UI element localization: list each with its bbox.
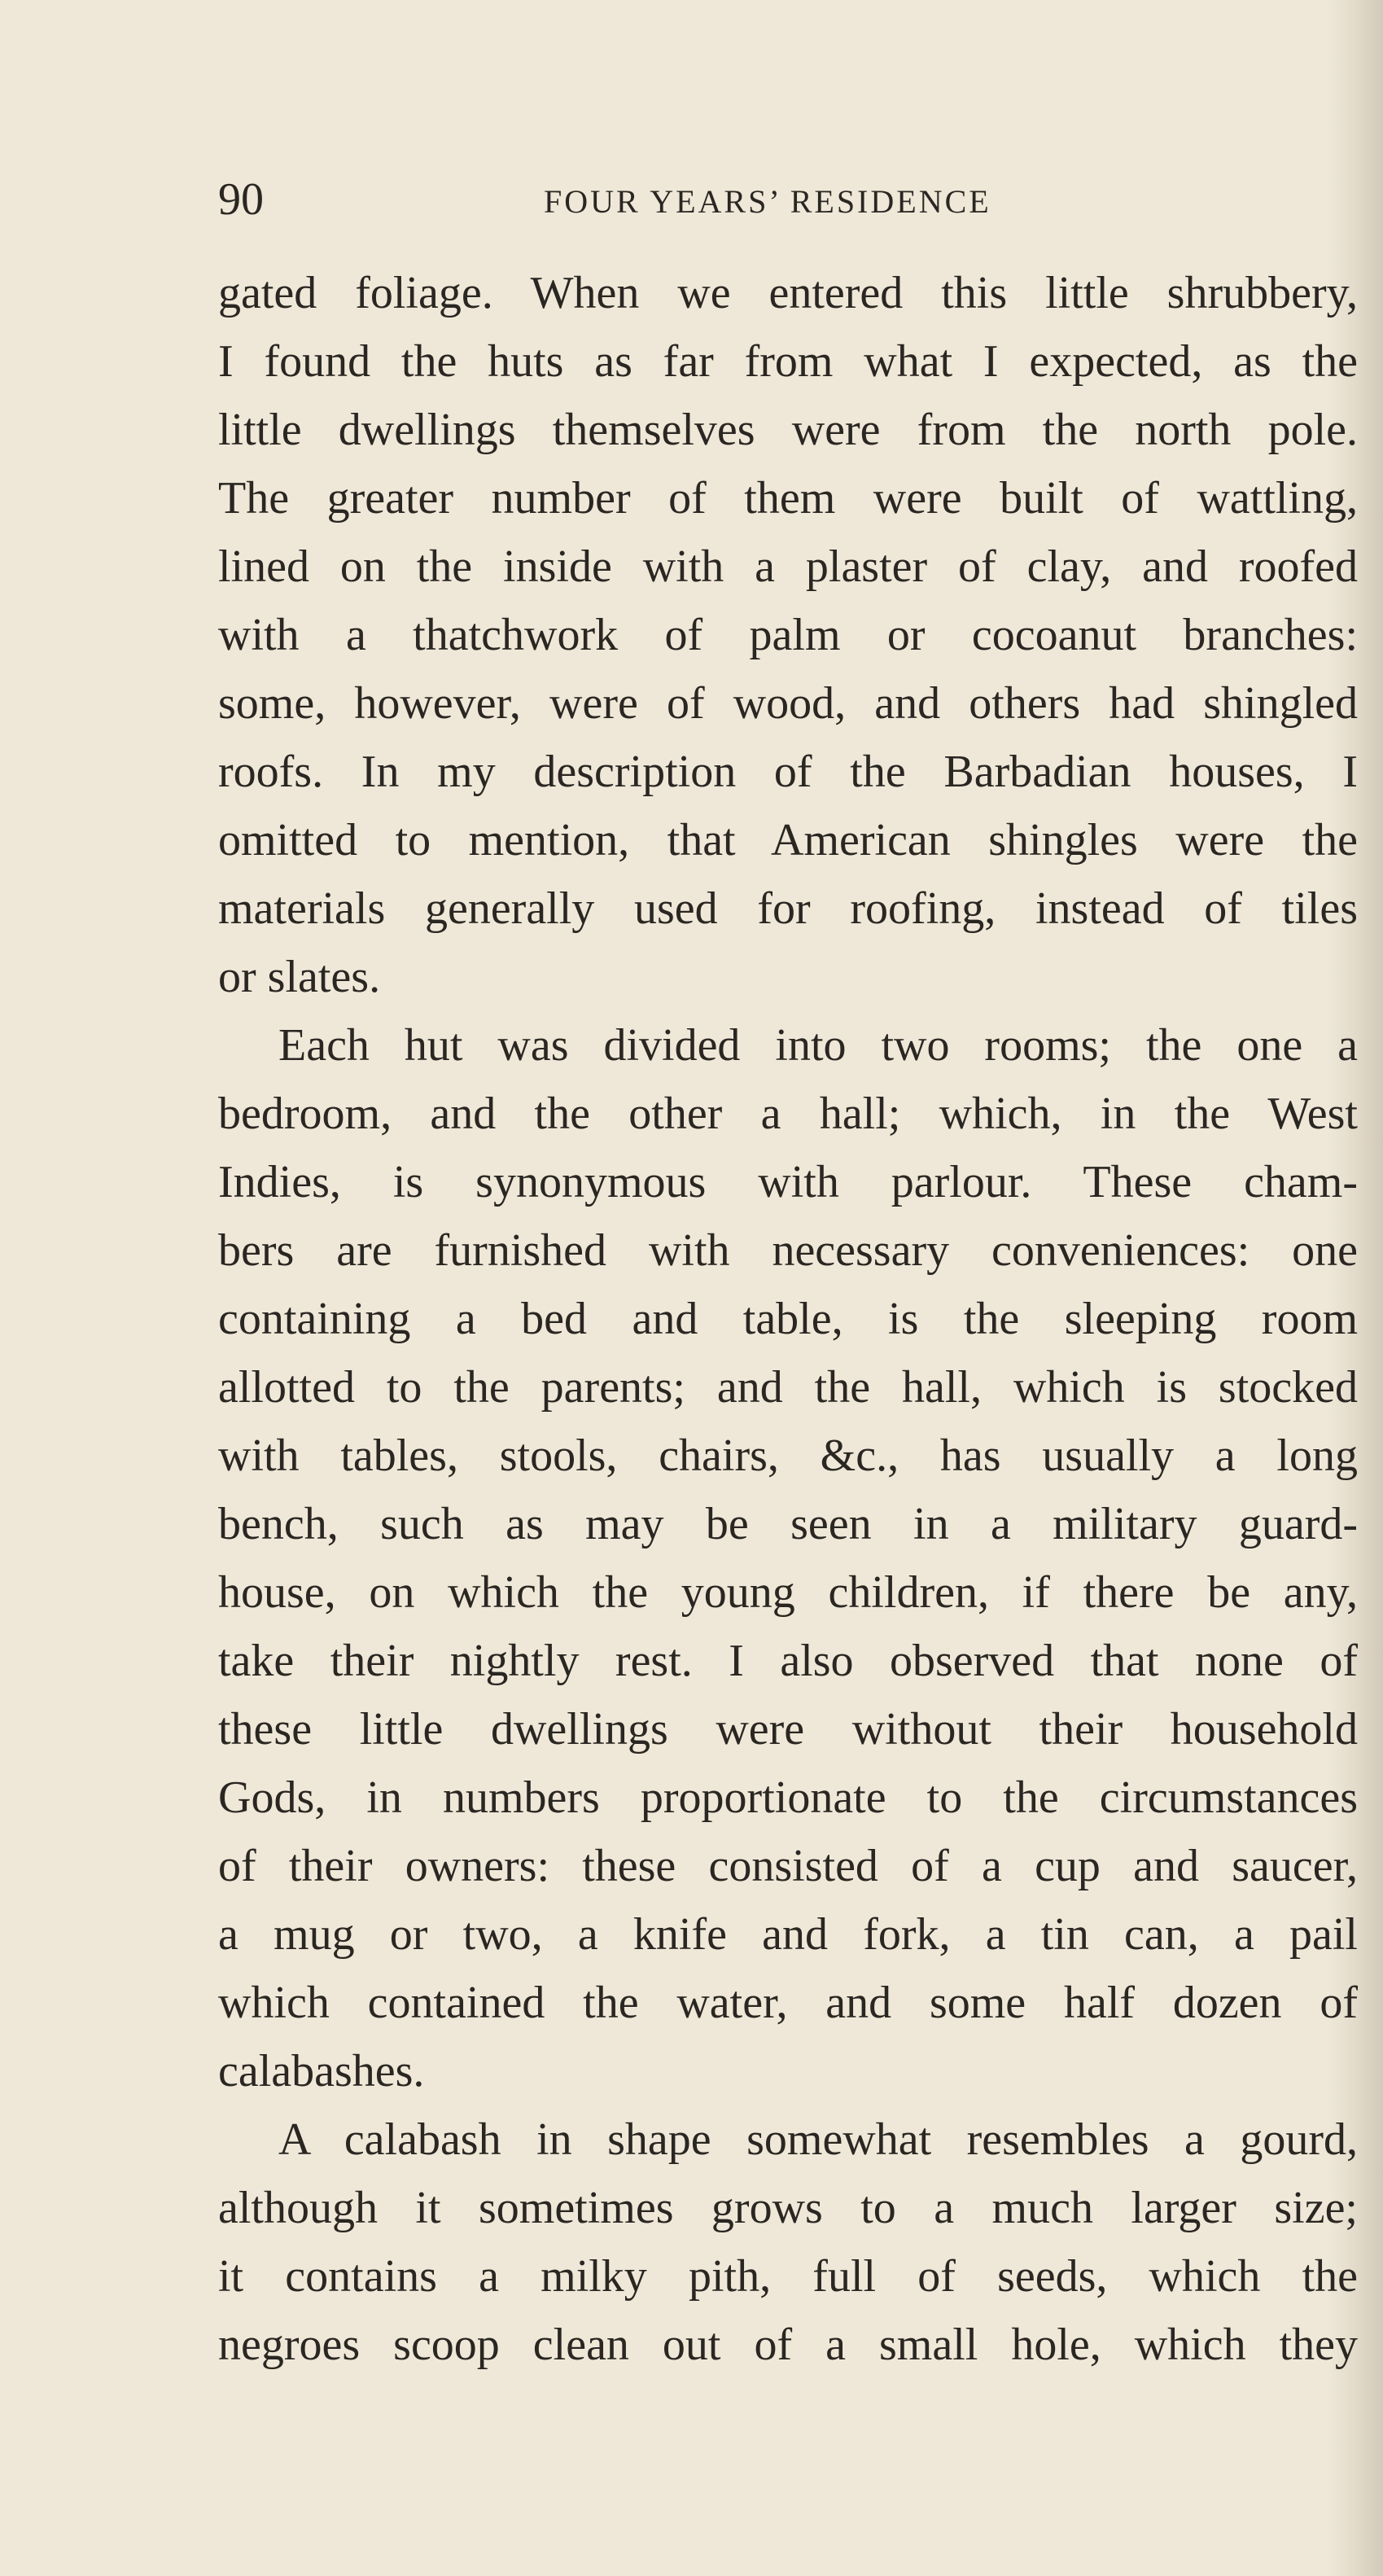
text-line: house, on which the young children, if there be any,: [218, 1567, 1358, 1618]
text-line: take their nightly rest. I also observed that none of: [218, 1636, 1358, 1686]
text-line: Each hut was divided into two rooms; the one a: [278, 1020, 1358, 1071]
text-line: these little dwellings were without their household: [218, 1704, 1358, 1755]
text-line: with a thatchwork of palm or cocoanut branches:: [218, 610, 1358, 660]
text-line: negroes scoop clean out of a small hole, which they: [218, 2320, 1358, 2370]
text-line: some, however, were of wood, and others had shingled: [218, 678, 1358, 729]
text-line: omitted to mention, that American shingles were the: [218, 815, 1358, 865]
text-line: allotted to the parents; and the hall, which is stocked: [218, 1362, 1358, 1413]
text-line: Indies, is synonymous with parlour. These cham-: [218, 1157, 1358, 1207]
text-line: I found the huts as far from what I expected, as the: [218, 336, 1358, 387]
text-line: calabashes.: [218, 2046, 425, 2096]
text-line: containing a bed and table, is the sleeping room: [218, 1294, 1358, 1344]
text-line: or slates.: [218, 952, 381, 1002]
running-title: FOUR YEARS’ RESIDENCE: [544, 183, 991, 220]
text-line: although it sometimes grows to a much larger size;: [218, 2183, 1358, 2233]
text-line: bedroom, and the other a hall; which, in the West: [218, 1089, 1358, 1139]
text-line: materials generally used for roofing, instead of tiles: [218, 883, 1358, 934]
text-line: roofs. In my description of the Barbadian houses, I: [218, 747, 1358, 797]
text-line: a mug or two, a knife and fork, a tin can, a pail: [218, 1909, 1358, 1960]
text-line: which contained the water, and some half dozen of: [218, 1978, 1358, 2028]
text-line: gated foliage. When we entered this little shrubbery,: [218, 268, 1358, 318]
text-line: Gods, in numbers proportionate to the circumstances: [218, 1772, 1358, 1823]
text-line: The greater number of them were built of wattling,: [218, 473, 1358, 524]
text-line: little dwellings themselves were from the north pole.: [218, 405, 1358, 455]
text-line: with tables, stools, chairs, &c., has usually a long: [218, 1430, 1358, 1481]
text-line: of their owners: these consisted of a cup and saucer,: [218, 1841, 1358, 1891]
text-line: bers are furnished with necessary conveniences: one: [218, 1225, 1358, 1276]
text-line: bench, such as may be seen in a military guard-: [218, 1499, 1358, 1549]
text-line: lined on the inside with a plaster of clay, and roofed: [218, 541, 1358, 592]
body-text: [218, 259, 1358, 2379]
text-line: A calabash in shape somewhat resembles a gourd,: [278, 2114, 1358, 2165]
page-number: 90: [218, 174, 264, 225]
running-head: [218, 171, 1065, 228]
text-line: it contains a milky pith, full of seeds, which the: [218, 2251, 1358, 2302]
